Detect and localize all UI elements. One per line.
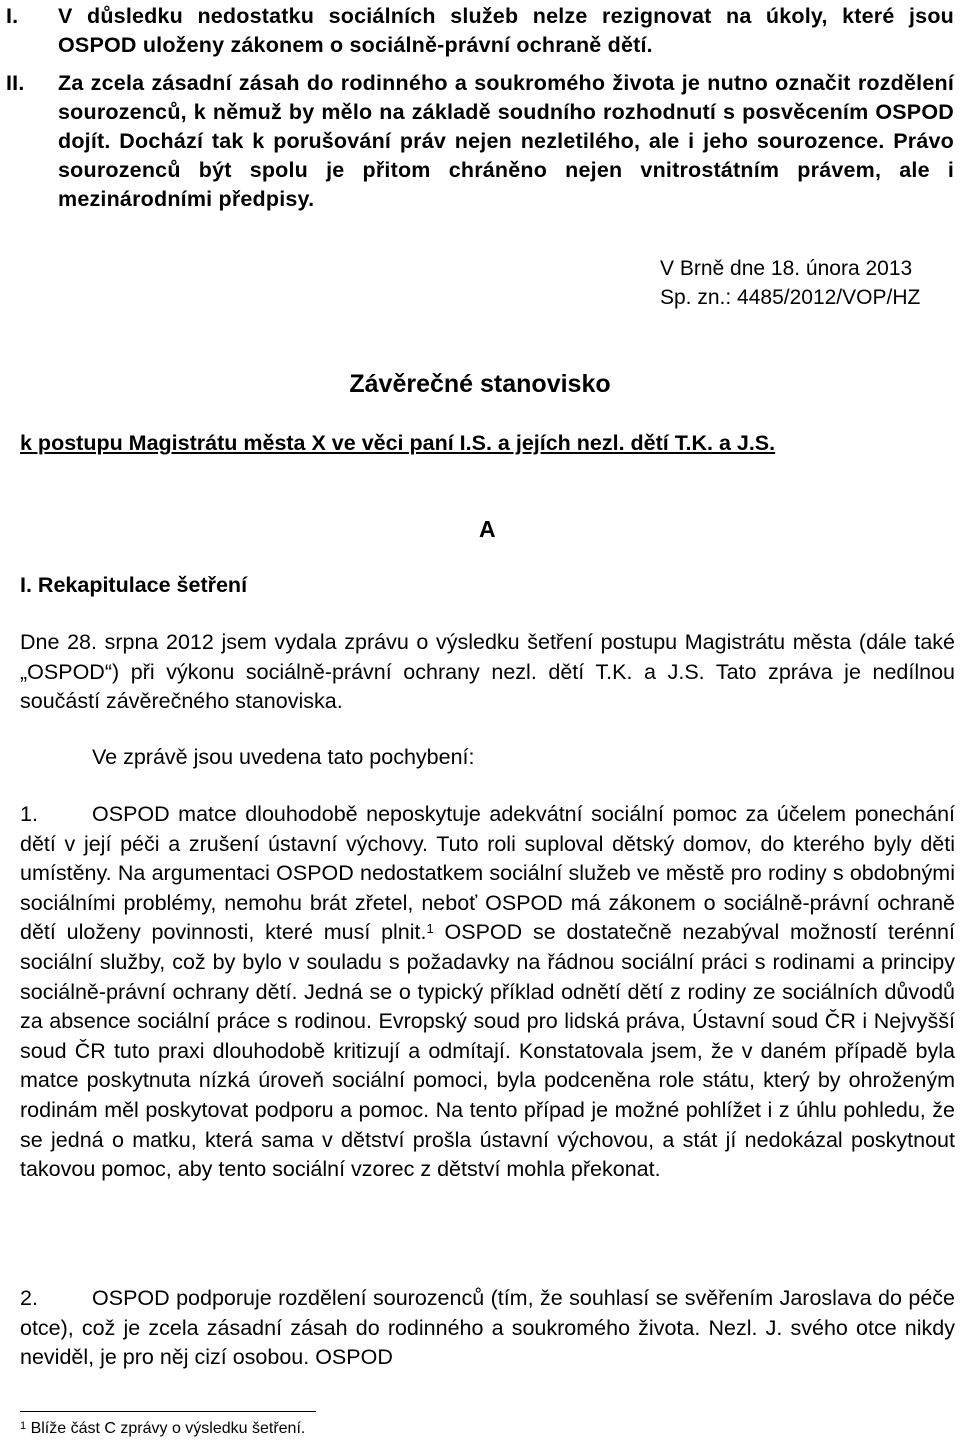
document-title: Závěrečné stanovisko: [349, 370, 611, 398]
item-number: 2.: [20, 1286, 38, 1310]
item-text-continued: OSPOD se dostatečně nezabýval možností terénní sociální služby, což by bylo v souladu s požadavky na řádnou sociální práci s rodinami a principy sociálně-právní ochrany dětí. Jedná se o typický příklad odnětí dětí z rodiny ze sociálních důvodů za absence sociální práce s rodinou. Evropský soud pro lidská práva, Ústavní soud ČR i Nejvyšší soud ČR tuto praxi dlouhodobě kritizují a odmítají. Konstatovala jsem, že v daném případě byla matce poskytnuta nízká úroveň sociální pomoci, byla podceněna role státu, který by ohroženým rodinám měl poskytovat podporu a pomoc. Na tento případ je možné pohlížet i z úhlu pohledu, že se jedná o matku, která sama v dětství prošla ústavní výchovou, a stát jí nedokázal poskytnout takovou pomoc, aby tento sociální vzorec z dětství mohla překonat.: [20, 920, 955, 1182]
section-heading: I. Rekapitulace šetření: [20, 573, 248, 597]
item-text: OSPOD matce dlouhodobě neposkytuje adekvátní sociální pomoc za účelem ponechání dětí v její péči a zrušení ústavní výchovy. Tuto roli suploval dětský domov, do kterého byly děti umístěny. Na argumentaci OSPOD nedostatkem sociální služeb ve městě pro rodiny s obdobnými sociálními problémy, nemohu brát zřetel, neboť OSPOD má zákonem o sociálně-právní ochraně dětí uloženy povinnosti, které musí plnit.: [20, 802, 955, 945]
point-1: [6, 2, 954, 60]
error-item-2: [20, 1284, 955, 1373]
place-date: V Brně dne 18. února 2013: [660, 257, 913, 280]
errors-intro: Ve zprávě jsou uvedena tato pochybení:: [92, 745, 475, 769]
point-text: Za zcela zásadní zásah do rodinného a soukromého života je nutno označit rozdělení sourozenců, k němuž by mělo na základě soudního rozhodnutí s posvěcením OSPOD dojít. Dochází tak k porušování práv nejen nezletilého, ale i jeho sourozence. Právo sourozenců být spolu je přitom chráněno nejen vnitrostátním právem, ale i mezinárodními předpisy.: [58, 71, 954, 211]
point-number: II.: [6, 71, 25, 95]
document-subtitle: k postupu Magistrátu města X ve věci paní I.S. a jejích nezl. dětí T.K. a J.S.: [20, 431, 776, 455]
point-number: I.: [6, 4, 19, 28]
file-reference: Sp. zn.: 4485/2012/VOP/HZ: [660, 286, 921, 309]
footnote: [20, 1418, 305, 1440]
part-letter: A: [479, 516, 496, 542]
point-2: [6, 69, 954, 214]
footnote-separator: [20, 1411, 316, 1412]
intro-paragraph: Dne 28. srpna 2012 jsem vydala zprávu o výsledku šetření postupu Magistrátu města (dále také „OSPOD“) při výkonu sociálně-právní ochrany nezl. dětí T.K. a J.S. Tato zpráva je nedílnou součástí závěrečného stanoviska.: [20, 630, 955, 714]
item-number: 1.: [20, 802, 38, 826]
item-text: OSPOD podporuje rozdělení sourozenců (tím, že souhlasí se svěřením Jaroslava do péče otce), což je zcela zásadní zásah do rodinného a soukromého života. Nezl. J. svého otce nikdy neviděl, je pro něj cizí osobou. OSPOD: [20, 1286, 955, 1370]
error-item-1: [20, 800, 955, 1185]
footnote-number: 1: [20, 1420, 27, 1432]
footnote-text: Blíže část C zprávy o výsledku šetření.: [26, 1420, 306, 1437]
point-text: V důsledku nedostatku sociálních služeb nelze rezignovat na úkoly, které jsou OSPOD uloženy zákonem o sociálně-právní ochraně dětí.: [58, 4, 954, 57]
footnote-reference: 1: [426, 921, 434, 937]
